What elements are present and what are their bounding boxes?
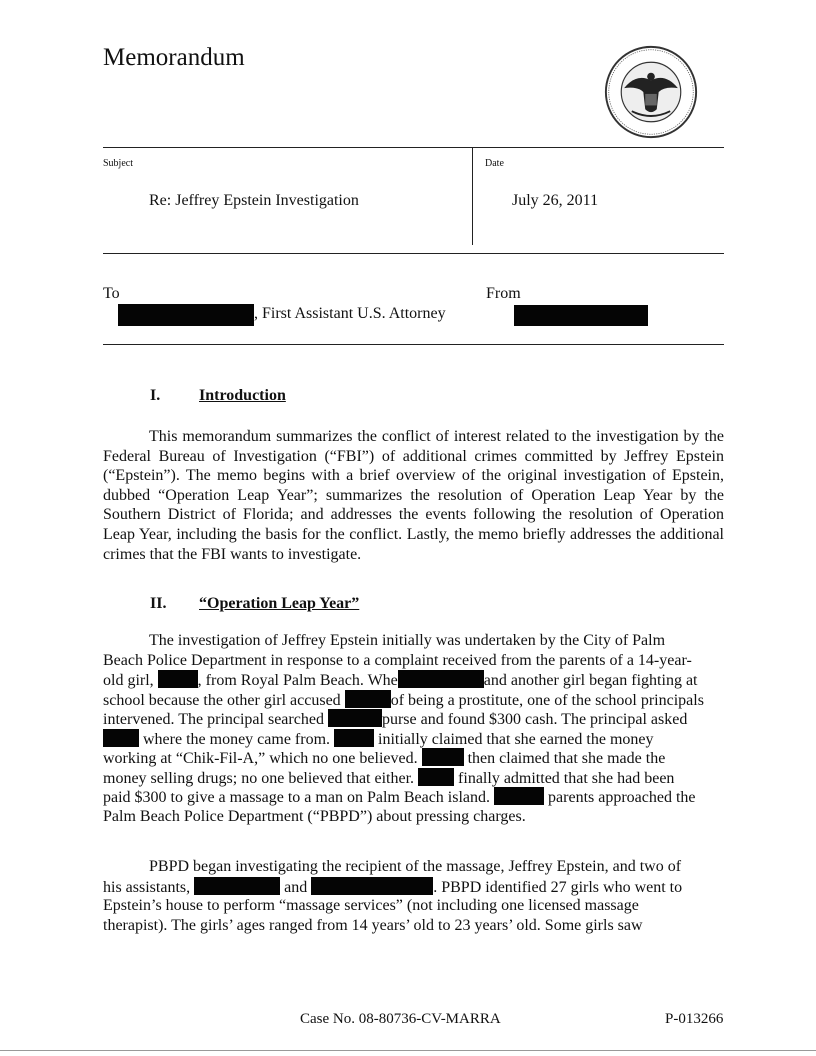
to-label: To — [103, 285, 120, 302]
olp-text: and another girl began fighting at — [483, 672, 698, 689]
olp-text: then claimed that she made the — [467, 750, 666, 767]
olp-text: school because the other girl accused — [103, 692, 341, 709]
olp-line-8 — [103, 768, 724, 789]
olp-line-7 — [103, 748, 724, 769]
olp-text: where the money came from. — [143, 731, 331, 748]
olp-line-10: Palm Beach Police Department (“PBPD”) about pressing charges. — [103, 808, 526, 825]
olp-line-3 — [103, 670, 724, 691]
olp-text: purse and found $300 cash. The principal asked — [381, 711, 688, 728]
olp-line-2: Beach Police Department in response to a complaint received from the parents of a 14-year- — [103, 652, 692, 669]
from-label: From — [486, 285, 521, 302]
footer-bates-number: P-013266 — [665, 1011, 724, 1027]
pbpd-line-1: PBPD began investigating the recipient of the massage, Jeffrey Epstein, and two of — [149, 858, 682, 875]
footer-case-number: Case No. 08-80736-CV-MARRA — [300, 1011, 501, 1027]
doj-seal-icon — [603, 44, 699, 140]
redaction-block — [103, 729, 139, 747]
olp-text: working at “Chik-Fil-A,” which no one believed. — [103, 750, 418, 767]
memo-title: Memorandum — [103, 44, 245, 71]
section-intro-title: Introduction — [199, 387, 286, 404]
pbpd-line-4: therapist). The girls’ ages ranged from 14 years’ old to 23 years’ old. Some girls saw — [103, 917, 643, 934]
date-label: Date — [485, 158, 504, 169]
olp-text: of being a prostitute, one of the school principals — [390, 692, 704, 709]
olp-text: old girl, — [103, 672, 154, 689]
olp-line-1: The investigation of Jeffrey Epstein initially was undertaken by the City of Palm — [149, 632, 666, 649]
pbpd-text: and — [284, 879, 308, 896]
pbpd-text: his assistants, — [103, 879, 191, 896]
olp-text: initially claimed that she earned the money — [378, 731, 654, 748]
pbpd-text: . PBPD identified 27 girls who went to — [433, 879, 683, 896]
section-olp-title: “Operation Leap Year” — [199, 595, 360, 612]
redaction-block — [418, 768, 454, 786]
redaction-block — [345, 690, 391, 708]
olp-text: money selling drugs; no one believed that either. — [103, 770, 415, 787]
olp-text: paid $300 to give a massage to a man on Palm Beach island. — [103, 789, 491, 806]
date-value: July 26, 2011 — [512, 192, 599, 209]
intro-paragraph: This memorandum summarizes the conflict of interest related to the investigation by the Federal Bureau of Investigation (“FBI”) of additional crimes committed by Jeffrey Epstein (“Epstein”). The memo begins with a brief overview of the original investigation of Epstein, dubbed “Operation Leap Year”; summarizes the resolution of Operation Leap Year by the Southern District of Florida; and addresses the events following the resolution of Operation Leap Year, including the basis for the conflict. Lastly, the memo briefly addresses the additional crimes that the FBI wants to investigate. — [103, 428, 724, 563]
subject-top-rule — [103, 147, 724, 148]
to-title: , First Assistant U.S. Attorney — [254, 305, 446, 322]
section-intro-number: I. — [150, 387, 161, 404]
olp-line-9 — [103, 787, 724, 808]
olp-line-5 — [103, 709, 724, 730]
redaction-block — [194, 877, 280, 895]
redaction-block — [398, 670, 484, 688]
redaction-block — [311, 877, 433, 895]
redaction-block — [334, 729, 374, 747]
to-bottom-rule — [103, 344, 724, 345]
olp-text: intervened. The principal searched — [103, 711, 324, 728]
pbpd-line-3: Epstein’s house to perform “massage services” (not including one licensed massage — [103, 897, 639, 914]
redaction-to-name — [118, 304, 254, 326]
pbpd-line-2 — [103, 877, 724, 898]
subject-date-divider — [472, 147, 473, 245]
subject-bottom-rule — [103, 253, 724, 254]
subject-label: Subject — [103, 158, 133, 169]
olp-text: finally admitted that she had been — [458, 770, 675, 787]
section-olp-number: II. — [150, 595, 167, 612]
redaction-block — [328, 709, 382, 727]
olp-line-6 — [103, 729, 724, 750]
redaction-from-name — [514, 305, 648, 326]
olp-text: parents approached the — [548, 789, 696, 806]
olp-text: , from Royal Palm Beach. Whe — [197, 672, 398, 689]
redaction-block — [494, 787, 544, 805]
olp-line-4 — [103, 690, 724, 711]
subject-value: Re: Jeffrey Epstein Investigation — [149, 192, 359, 209]
redaction-block — [158, 670, 198, 688]
scan-edge-rule — [0, 1050, 816, 1051]
redaction-block — [422, 748, 464, 766]
